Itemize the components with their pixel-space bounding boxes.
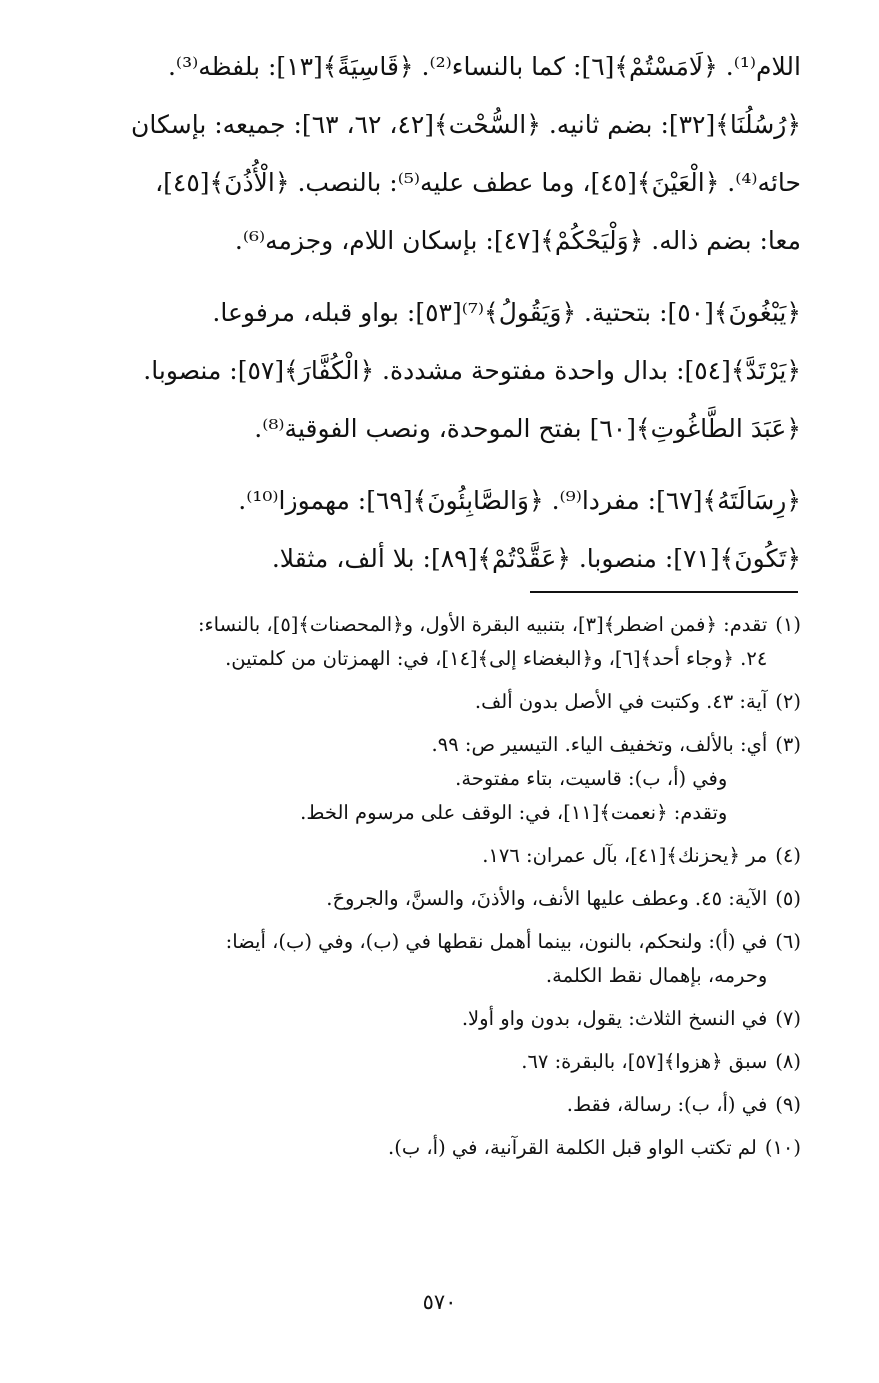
footnote-text: أي: بالألف، وتخفيف الياء. التيسير ص: ٩٩. [431,733,768,756]
footnote [70,1088,801,1122]
footnote-text: في النسخ الثلاث: يقول، بدون واو أولا. [461,1007,768,1030]
main-paragraph [70,284,801,458]
footnote-number: (٩) [775,1093,801,1116]
main-text [70,38,801,588]
footnote [70,882,801,916]
footnote-text: في (أ): ولنحكم، بالنون، بينما أهمل نقطها في (ب)، وفي (ب)، أيضا: [225,930,768,953]
footnote [70,925,801,993]
text-line: ﴿رِسَالَتَهُ﴾[٦٧]: مفردا⁽⁹⁾. ﴿وَالصَّابِئُونَ﴾[٦٩]: مهموزا⁽¹⁰⁾. [238,486,801,515]
footnote-number: (٣) [775,733,801,756]
footnotes [70,608,801,1174]
footnote-number: (٥) [775,887,801,910]
main-paragraph [70,472,801,588]
footnote [70,728,801,830]
footnote-number: (٦) [775,930,801,953]
footnote-text: تقدم: ﴿فمن اضطر﴾[٣]، بتنبيه البقرة الأول، و﴿المحصنات﴾[٥]، بالنساء: [197,613,768,636]
footnote [70,608,801,676]
footnote-number: (١) [775,613,801,636]
footnote-text: في (أ، ب): رسالة، فقط. [566,1093,768,1116]
footnote-number: (٨) [775,1050,801,1073]
footnote [70,1131,801,1165]
footnote-subtext: وتقدم: ﴿نعمت﴾[١١]، في: الوقف على مرسوم الخط. [300,801,728,824]
footnote [70,685,801,719]
footnote-text: مر ﴿يحزنك﴾[٤١]، بآل عمران: ١٧٦. [482,844,768,867]
footnote-text: سبق ﴿هزوا﴾[٥٧]، بالبقرة: ٦٧. [521,1050,768,1073]
footnote-text: ٢٤. ﴿وجاء أحد﴾[٦]، و﴿البغضاء إلى﴾[١٤]، في: الهمزتان من كلمتين. [225,647,768,670]
footnote-text: وحرمه، بإهمال نقط الكلمة. [545,964,768,987]
text-line: معا: بضم ذاله. ﴿وَلْيَحْكُمْ﴾[٤٧]: بإسكان اللام، وجزمه⁽⁶⁾. [234,226,801,255]
footnote-text: الآية: ٤٥. وعطف عليها الأنف، والأذنَ، والسنَّ، والجروحَ. [326,887,768,910]
text-line: ﴿تَكُونَ﴾[٧١]: منصوبا. ﴿عَقَّدْتُمْ﴾[٨٩]: بلا ألف، مثقلا. [271,544,801,573]
footnote [70,1002,801,1036]
text-line: ﴿يَرْتَدَّ﴾[٥٤]: بدال واحدة مفتوحة مشددة. ﴿الْكُفَّارَ﴾[٥٧]: منصوبا. [143,356,801,385]
text-line: اللام⁽¹⁾. ﴿لَامَسْتُمْ﴾[٦]: كما بالنساء⁽²⁾. ﴿قَاسِيَةً﴾[١٣]: بلفظه⁽³⁾. [167,52,801,81]
footnote-text: آية: ٤٣. وكتبت في الأصل بدون ألف. [474,690,768,713]
text-line: ﴿عَبَدَ الطَّاغُوتِ﴾[٦٠] بفتح الموحدة، ونصب الفوقية⁽⁸⁾. [254,414,801,443]
main-paragraph [70,38,801,270]
footnote [70,1045,801,1079]
text-line: ﴿رُسُلُنَا﴾[٣٢]: بضم ثانيه. ﴿السُّحْت﴾[٤٢، ٦٢، ٦٣]: جميعه: بإسكان [130,110,801,139]
footnote-subtext: وفي (أ، ب): قاسيت، بتاء مفتوحة. [455,767,728,790]
text-line: حائه⁽⁴⁾. ﴿الْعَيْنَ﴾[٤٥]، وما عطف عليه⁽⁵⁾: بالنصب. ﴿الْأُذُنَ﴾[٤٥]، [155,168,801,197]
footnote-number: (١٠) [764,1136,801,1159]
footnote [70,839,801,873]
page-number: ٥٧٠ [422,1290,457,1314]
footnote-divider [530,591,798,593]
footnote-number: (٤) [775,844,801,867]
footnote-text: لم تكتب الواو قبل الكلمة القرآنية، في (أ، ب). [388,1136,757,1159]
footnote-number: (٧) [775,1007,801,1030]
footnote-number: (٢) [775,690,801,713]
text-line: ﴿يَبْغُونَ﴾[٥٠]: بتحتية. ﴿وَيَقُولُ﴾⁽⁷⁾[٥٣]: بواو قبله، مرفوعا. [212,298,801,327]
